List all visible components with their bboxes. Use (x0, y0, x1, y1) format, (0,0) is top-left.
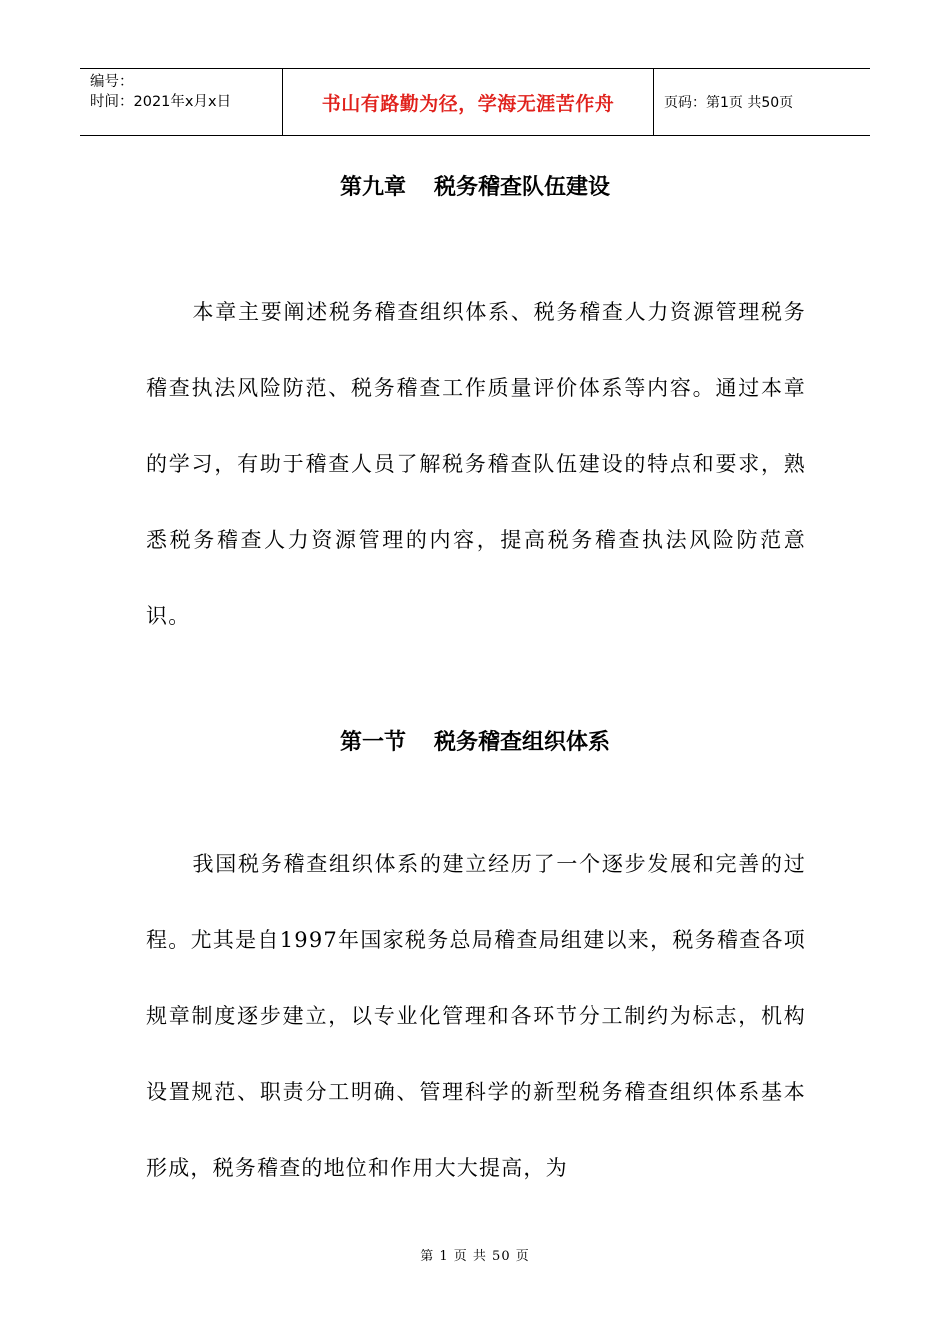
section-paragraph-block (146, 826, 806, 1206)
document-date: 时间：2021年x月x日 (90, 94, 232, 110)
header-motto-cell (282, 69, 654, 135)
header-page-number: 页码：第1页 共50页 (664, 95, 794, 111)
header-page-cell (654, 69, 870, 135)
header-meta (80, 69, 282, 135)
document-number-label: 编号： (90, 74, 134, 90)
intro-paragraph-block (146, 274, 806, 654)
section-name: 税务稽查组织体系 (434, 730, 611, 755)
section-number: 第一节 (339, 730, 406, 755)
intro-paragraph: 本章主要阐述税务稽查组织体系、税务稽查人力资源管理税务稽查执法风险防范、税务稽查工作质量评价体系等内容。通过本章的学习，有助于稽查人员了解税务稽查队伍建设的特点和要求，熟悉税务稽查人力资源管理的内容，提高税务稽查执法风险防范意识。 (146, 300, 806, 628)
chapter-number: 第九章 (339, 175, 406, 200)
page-header (80, 68, 870, 136)
page-footer: 第 1 页 共 50 页 (420, 1249, 530, 1264)
header-motto: 书山有路勤为径，学海无涯苦作舟 (321, 92, 615, 115)
chapter-name: 税务稽查队伍建设 (434, 175, 611, 200)
chapter-title (0, 170, 950, 201)
section-paragraph: 我国税务稽查组织体系的建立经历了一个逐步发展和完善的过程。尤其是自1997年国家税务总局稽查局组建以来，税务稽查各项规章制度逐步建立，以专业化管理和各环节分工制约为标志，机构设置规范、职责分工明确、管理科学的新型税务稽查组织体系基本形成，税务稽查的地位和作用大大提高，为 (146, 852, 806, 1180)
section-title (0, 725, 950, 756)
